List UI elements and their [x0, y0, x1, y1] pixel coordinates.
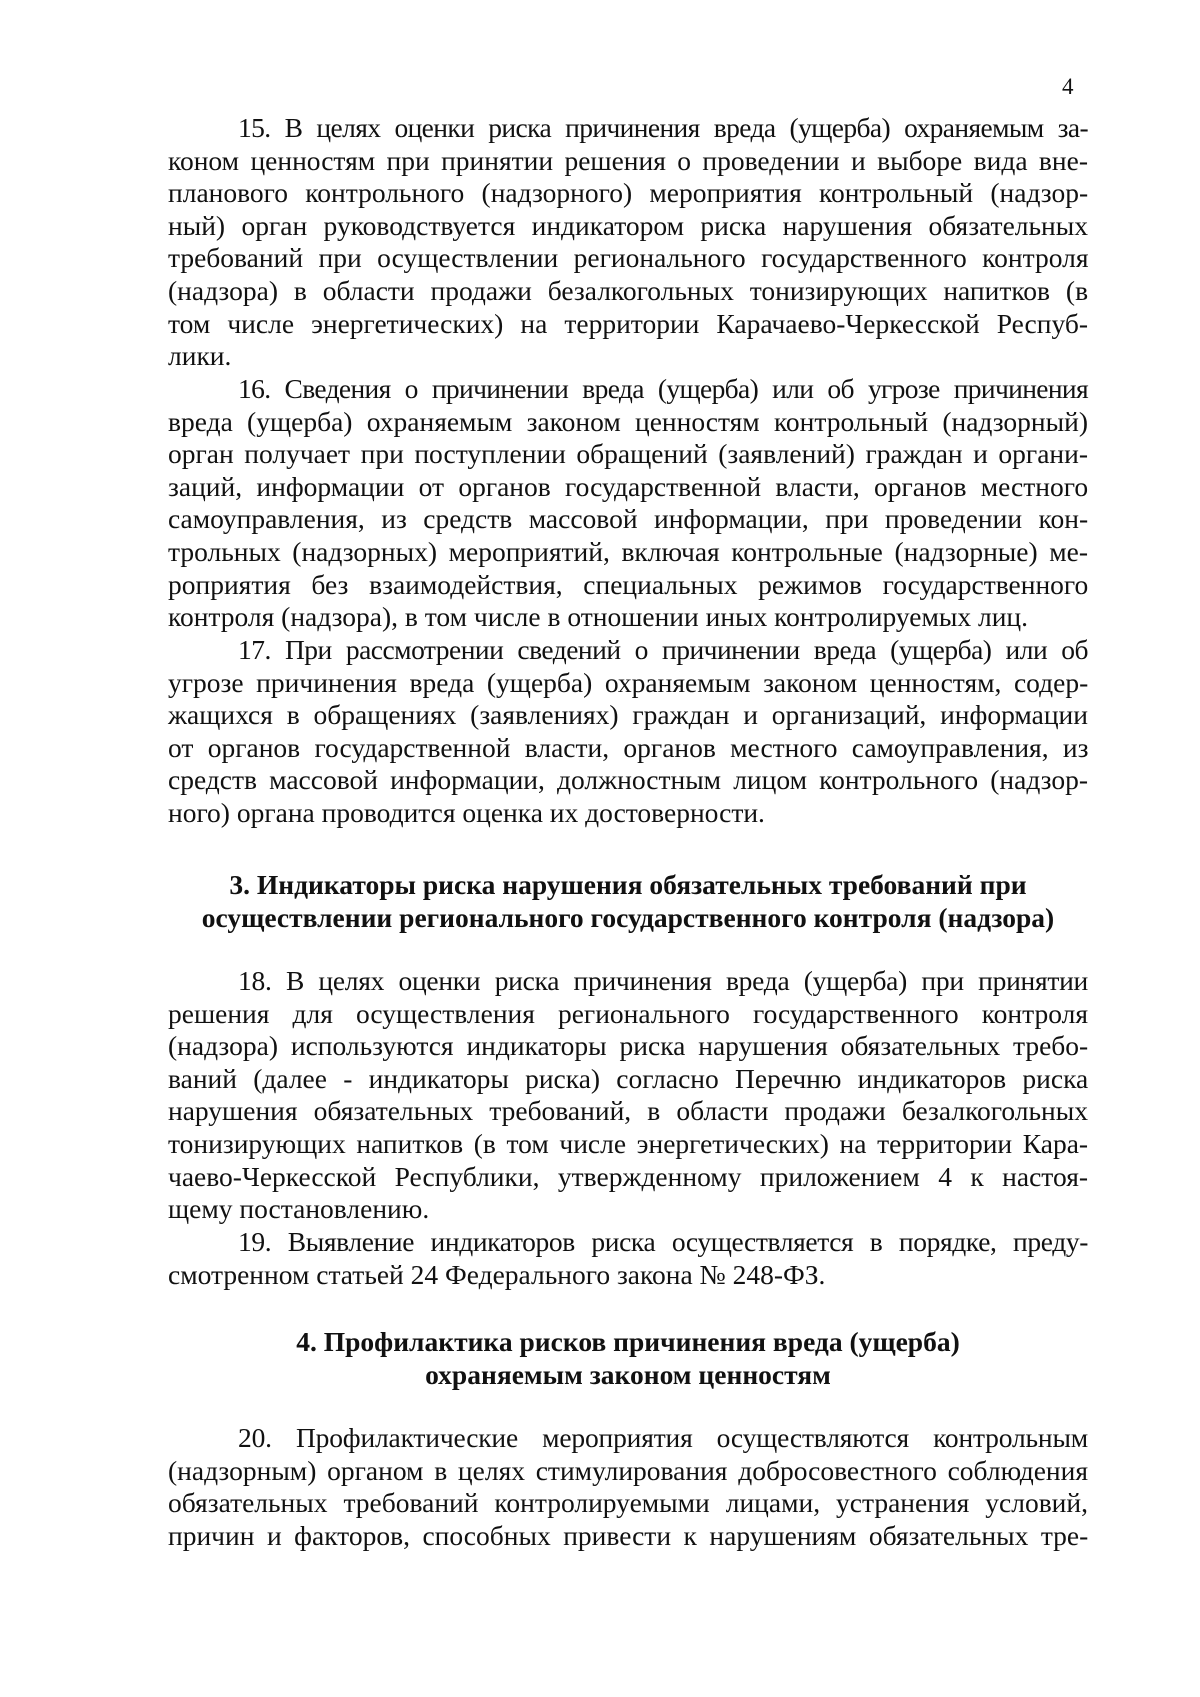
- text-line: роприятия без взаимодействия, специальных режимов государственного: [168, 568, 1089, 600]
- text-line: орган получает при поступлении обращений (заявлений) граждан и органи-: [168, 438, 1088, 470]
- text-line: угрозе причинения вреда (ущерба) охраняемым законом ценностям, содер-: [168, 666, 1089, 698]
- text-line: планового контрольного (надзорного) мероприятия контрольный (надзор-: [168, 177, 1089, 209]
- text-line: ный) орган руководствуется индикатором риска нарушения обязательных: [168, 209, 1088, 241]
- text-line: жащихся в обращениях (заявлениях) граждан и организаций, информации: [168, 699, 1088, 731]
- page-number: 4: [1062, 74, 1074, 99]
- paragraph-17: [168, 634, 1088, 830]
- section-3-heading: [168, 869, 1088, 934]
- text-line: 20. Профилактические мероприятия осуществляются контрольным: [238, 1422, 1088, 1453]
- text-line: смотренном статьей 24 Федерального закона № 248-ФЗ.: [168, 1258, 826, 1290]
- text-line: 17. При рассмотрении сведений о причинении вреда (ущерба) или об: [238, 634, 1088, 665]
- text-line: вреда (ущерба) охраняемым законом ценностям контрольный (надзорный): [168, 405, 1088, 437]
- text-line: от органов государственной власти, органов местного самоуправления, из: [168, 731, 1089, 763]
- text-line: трольных (надзорных) мероприятий, включая контрольные (надзорные) ме-: [168, 535, 1088, 567]
- heading-line: осуществлении регионального государственного контроля (надзора): [201, 901, 1055, 933]
- text-line: 19. Выявление индикаторов риска осуществляется в порядке, преду-: [238, 1226, 1088, 1257]
- text-line: причин и факторов, способных привести к нарушениям обязательных тре-: [168, 1519, 1089, 1551]
- text-line: (надзорным) органом в целях стимулирования добросовестного соблюдения: [168, 1454, 1088, 1486]
- text-line: том числе энергетических) на территории Карачаево-Черкесской Респуб-: [168, 307, 1088, 339]
- text-line: нарушения обязательных требований, в области продажи безалкогольных: [168, 1095, 1088, 1127]
- text-line: 18. В целях оценки риска причинения вреда (ущерба) при принятии: [238, 965, 1088, 996]
- text-line: требований при осуществлении регионального государственного контроля: [168, 242, 1089, 274]
- text-line: 16. Сведения о причинении вреда (ущерба) или об угрозе причинения: [238, 373, 1088, 404]
- text-line: чаево-Черкесской Республики, утвержденному приложением 4 к настоя-: [168, 1160, 1088, 1192]
- text-line: заций, информации от органов государственной власти, органов местного: [168, 470, 1089, 502]
- paragraph-16: [168, 373, 1088, 634]
- paragraph-18: [168, 965, 1088, 1226]
- text-line: ного) органа проводится оценка их достоверности.: [168, 796, 765, 828]
- text-line: средств массовой информации, должностным лицом контрольного (надзор-: [168, 764, 1088, 796]
- text-line: самоуправления, из средств массовой информации, при проведении кон-: [168, 503, 1089, 535]
- text-line: тонизирующих напитков (в том числе энергетических) на территории Кара-: [168, 1127, 1089, 1159]
- paragraph-15: [168, 112, 1088, 373]
- heading-line: 4. Профилактика рисков причинения вреда (ущерба): [296, 1326, 960, 1357]
- heading-line: 3. Индикаторы риска нарушения обязательных требований при: [229, 869, 1027, 900]
- text-line: (надзора) в области продажи безалкогольных тонизирующих напитков (в: [168, 274, 1089, 306]
- text-line: ваний (далее - индикаторы риска) согласно Перечню индикаторов риска: [168, 1062, 1089, 1094]
- text-line: обязательных требований контролируемыми лицами, устранения условий,: [168, 1487, 1088, 1519]
- text-line: лики.: [168, 340, 232, 372]
- heading-line: охраняемым законом ценностям: [425, 1358, 831, 1390]
- text-line: (надзора) используются индикаторы риска нарушения обязательных требо-: [168, 1030, 1089, 1062]
- section-4-heading: [168, 1326, 1088, 1391]
- text-line: щему постановлению.: [168, 1193, 430, 1225]
- text-line: коном ценностям при принятии решения о проведении и выборе вида вне-: [168, 144, 1088, 176]
- paragraph-19: [168, 1226, 1088, 1291]
- paragraph-20: [168, 1422, 1088, 1552]
- text-line: 15. В целях оценки риска причинения вреда (ущерба) охраняемым за-: [238, 112, 1088, 143]
- text-line: решения для осуществления регионального государственного контроля: [168, 997, 1088, 1029]
- text-line: контроля (надзора), в том числе в отношении иных контролируемых лиц.: [168, 601, 1029, 633]
